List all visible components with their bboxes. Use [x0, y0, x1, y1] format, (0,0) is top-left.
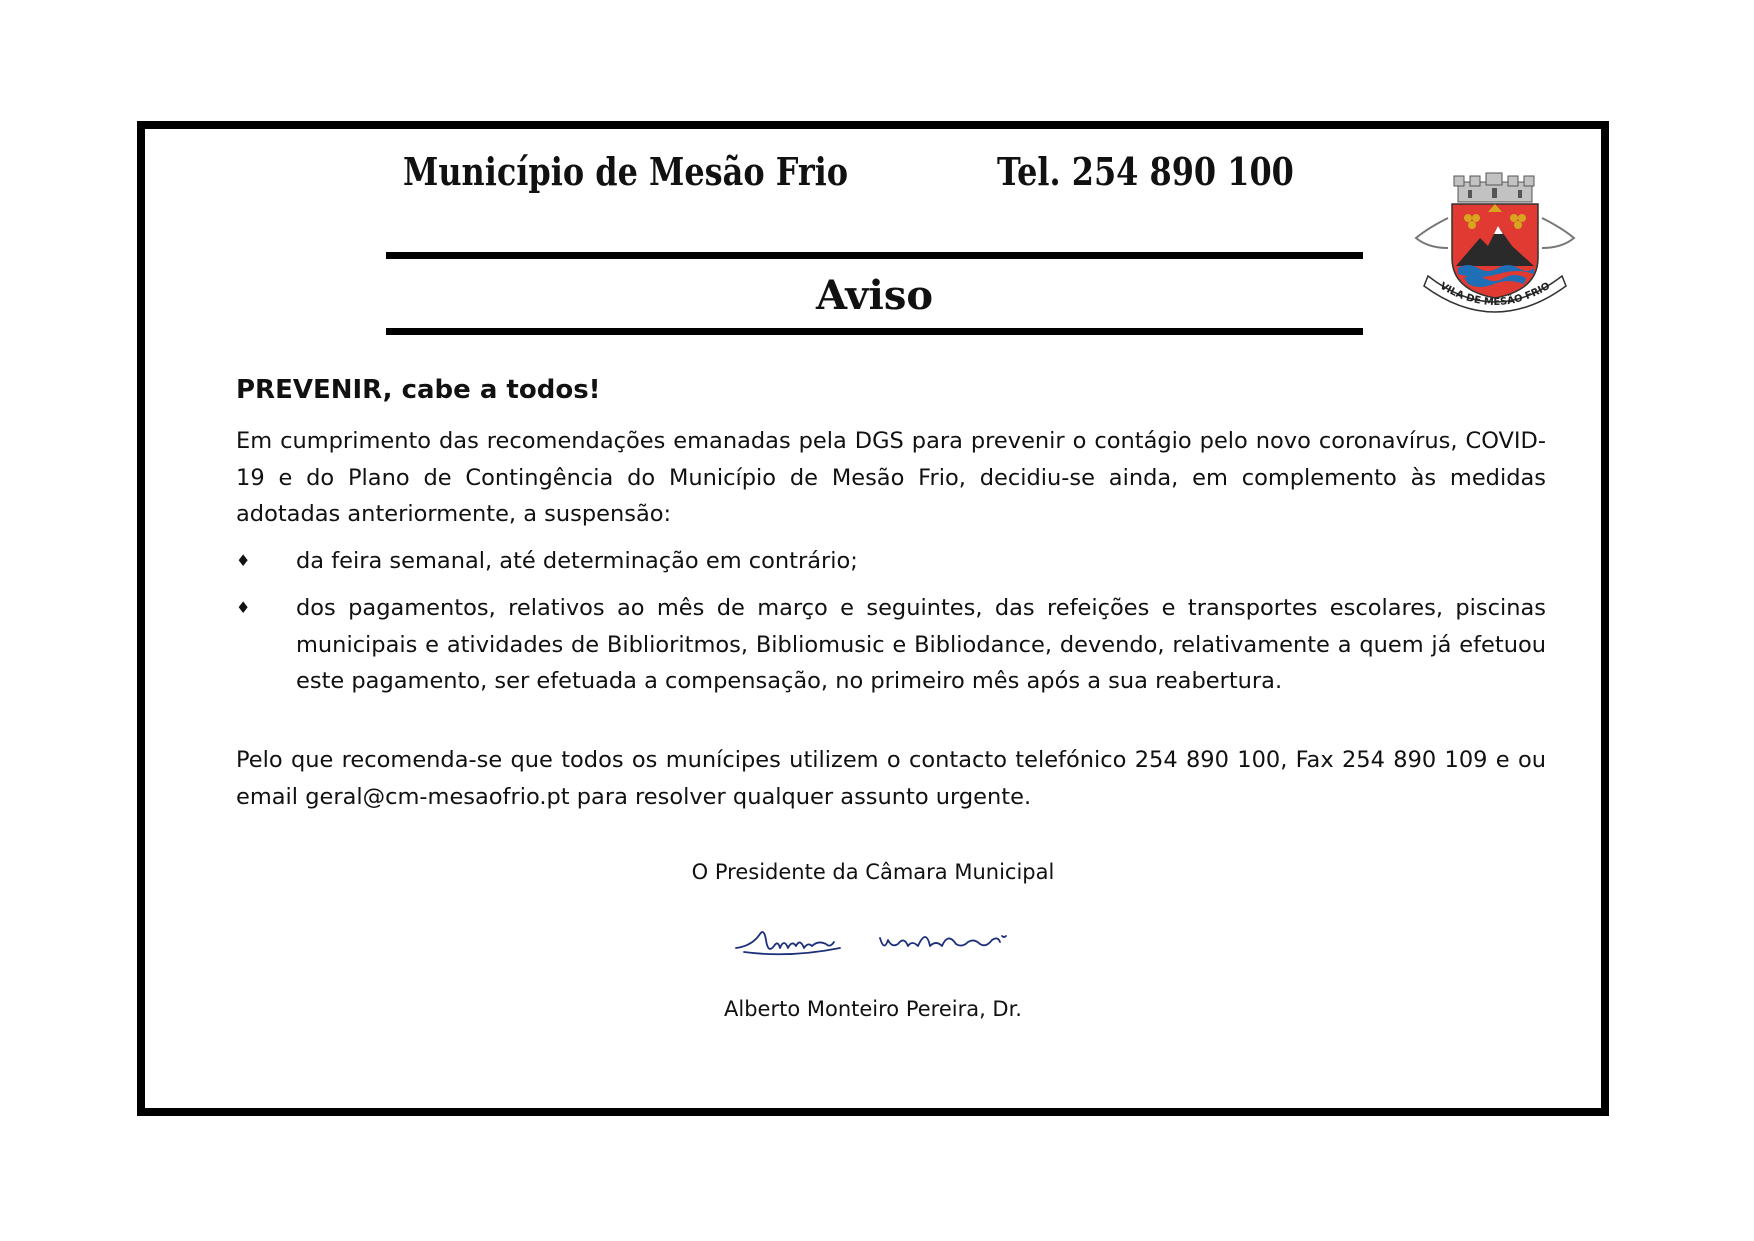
diamond-bullet-icon: ♦ — [236, 598, 251, 617]
crest-ribbon-text: VILA DE MESÃO FRIO — [1437, 280, 1553, 309]
phone-number: Tel. 254 890 100 — [997, 149, 1294, 194]
signatory-name: Alberto Monteiro Pereira, Dr. — [724, 997, 1022, 1021]
notice-heading: PREVENIR, cabe a todos! — [236, 375, 601, 405]
list-item-text: dos pagamentos, relativos ao mês de março e seguintes, das refeições e transportes escolares, piscinas municipais e atividades de Biblioritmos, Bibliomusic e Bibliodance, devendo, relativamente a quem já efetuou este pagamento, ser efetuada a compensação, no primeiro mês após a sua reabertura. — [296, 595, 1546, 694]
list-item — [236, 590, 1546, 700]
municipality-title: Município de Mesão Frio — [403, 149, 849, 194]
municipal-crest-icon — [1408, 168, 1582, 316]
notice-title: Aviso — [815, 272, 934, 319]
contact-paragraph: Pelo que recomenda-se que todos os munícipes utilizem o contacto telefónico 254 890 100, Fax 254 890 109 e ou email geral@cm-mesaofrio.pt para resolver qualquer assunto urgente. — [236, 747, 1546, 810]
intro-paragraph: Em cumprimento das recomendações emanadas pela DGS para prevenir o contágio pelo novo coronavírus, COVID-19 e do Plano de Contingência do Município de Mesão Frio, decidiu-se ainda, em complemento às medidas adotadas anteriormente, a suspensão: — [236, 428, 1546, 527]
divider-bottom — [386, 328, 1363, 335]
handwritten-signature — [730, 918, 1030, 968]
list-item — [236, 543, 1546, 580]
list-item-text: da feira semanal, até determinação em contrário; — [296, 548, 858, 574]
divider-top — [386, 252, 1363, 259]
signatory-role: O Presidente da Câmara Municipal — [691, 860, 1055, 884]
diamond-bullet-icon: ♦ — [236, 551, 251, 570]
